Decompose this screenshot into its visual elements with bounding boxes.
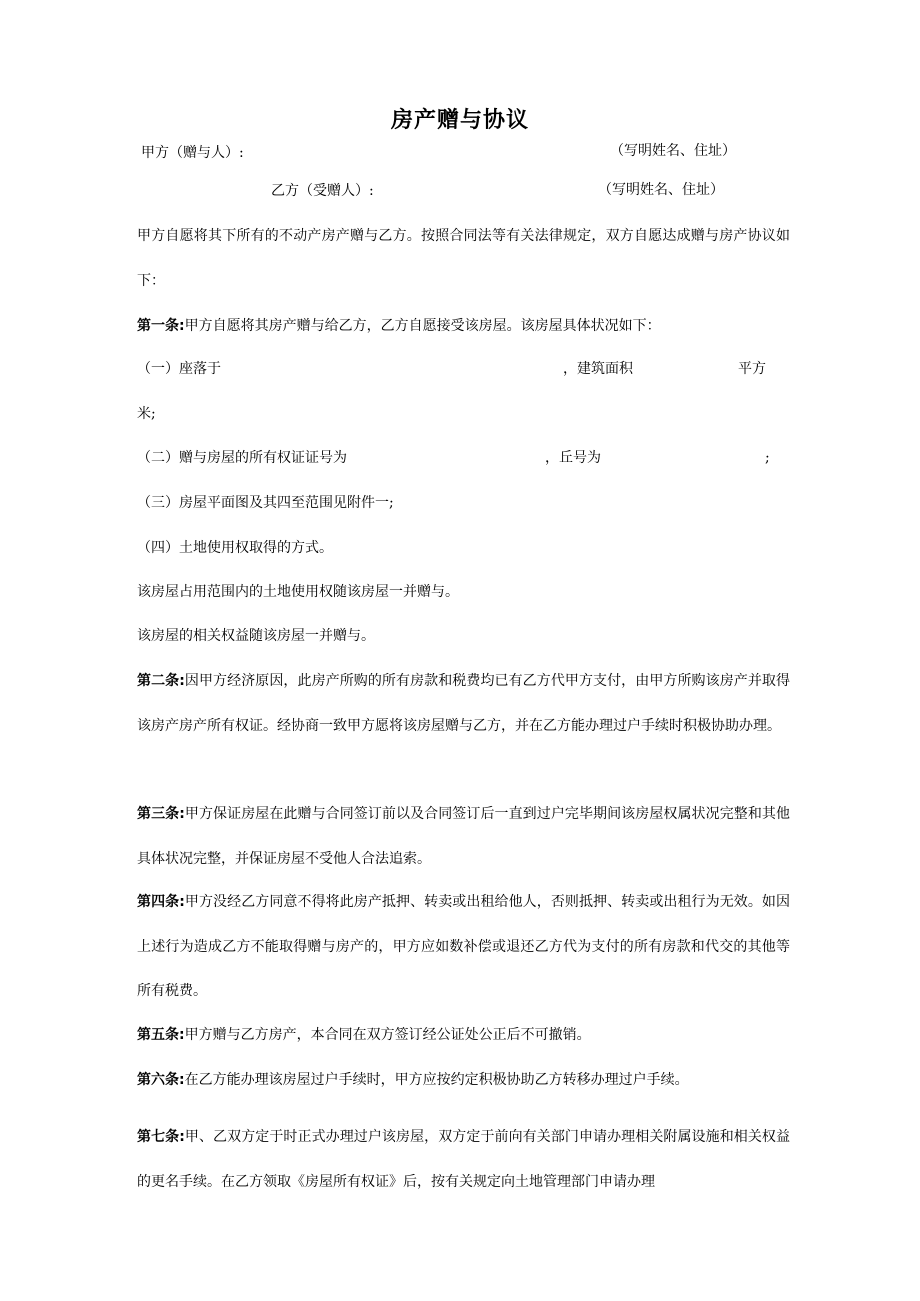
item-1-area-label: ，建筑面积 xyxy=(563,361,633,377)
item-2-cert-label: （二）赠与房屋的所有权证证号为 xyxy=(137,450,347,466)
article-7-text: 甲、乙双方定于时正式办理过户该房屋，双方定于前向有关部门申请办理相关附属设施和相关权益的更名手续。在乙方领取《房屋所有权证》后，按有关规定向土地管理部门申请办理 xyxy=(137,1129,790,1190)
article-3 xyxy=(137,792,790,881)
article-3-text: 甲方保证房屋在此赠与合同签订前以及合同签订后一直到过户完毕期间该房屋权属状况完整和其他具体状况完整，并保证房屋不受他人合法追索。 xyxy=(137,806,790,867)
article-6-heading: 第六条: xyxy=(137,1072,185,1088)
intro-paragraph: 甲方自愿将其下所有的不动产房产赠与乙方。按照合同法等有关法律规定，双方自愿达成赠与房产协议如下： xyxy=(137,228,790,289)
article-6 xyxy=(137,1070,689,1090)
item-4: （四）土地使用权取得的方式。 xyxy=(137,540,333,556)
item-1-unit: 平方 xyxy=(738,361,766,377)
item-1-unit-end: 米; xyxy=(137,406,156,422)
article-4-heading: 第四条: xyxy=(137,894,185,910)
article-5-text: 甲方赠与乙方房产，本合同在双方签订经公证处公正后不可撤销。 xyxy=(184,1027,591,1043)
article-1 xyxy=(137,316,661,336)
party-a-label: 甲方（赠与人）: xyxy=(141,145,244,161)
land-rights-line: 该房屋占用范围内的土地使用权随该房屋一并赠与。 xyxy=(137,584,459,600)
item-2-end: ; xyxy=(765,450,770,466)
article-5 xyxy=(137,1025,591,1045)
article-2-text: 因甲方经济原因，此房产所购的所有房款和税费均已有乙方代甲方支付，由甲方所购该房产并取得该房产房产所有权证。经协商一致甲方愿将该房屋赠与乙方，并在乙方能办理过户手续时积极协助办理。 xyxy=(137,673,790,734)
article-2-heading: 第二条: xyxy=(137,673,185,689)
article-7 xyxy=(137,1115,790,1204)
article-4 xyxy=(137,880,790,1014)
item-1-location: （一）座落于 xyxy=(137,361,221,377)
party-b-note: （写明姓名、住址） xyxy=(598,182,724,198)
document-title: 房产赠与协议 xyxy=(390,108,529,133)
item-2-lot-label: ，丘号为 xyxy=(545,450,601,466)
article-6-text: 在乙方能办理该房屋过户手续时，甲方应按约定积极协助乙方转移办理过户手续。 xyxy=(184,1072,689,1088)
article-5-heading: 第五条: xyxy=(137,1027,185,1043)
party-a-note: （写明姓名、住址） xyxy=(610,143,736,159)
article-4-text: 甲方没经乙方同意不得将此房产抵押、转卖或出租给他人，否则抵押、转卖或出租行为无效。如因上述行为造成乙方不能取得赠与房产的，甲方应如数补偿或退还乙方代为支付的所有房款和代交的其他等所有税费。 xyxy=(137,894,790,999)
article-1-text: 甲方自愿将其房产赠与给乙方，乙方自愿接受该房屋。该房屋具体状况如下： xyxy=(184,318,661,334)
article-1-heading: 第一条: xyxy=(137,318,185,334)
article-3-heading: 第三条: xyxy=(137,806,185,822)
article-2 xyxy=(137,659,790,748)
item-3: （三）房屋平面图及其四至范围见附件一; xyxy=(137,495,394,511)
party-b-label: 乙方（受赠人）: xyxy=(271,183,374,199)
article-7-heading: 第七条: xyxy=(137,1129,185,1145)
related-rights-line: 该房屋的相关权益随该房屋一并赠与。 xyxy=(137,628,375,644)
